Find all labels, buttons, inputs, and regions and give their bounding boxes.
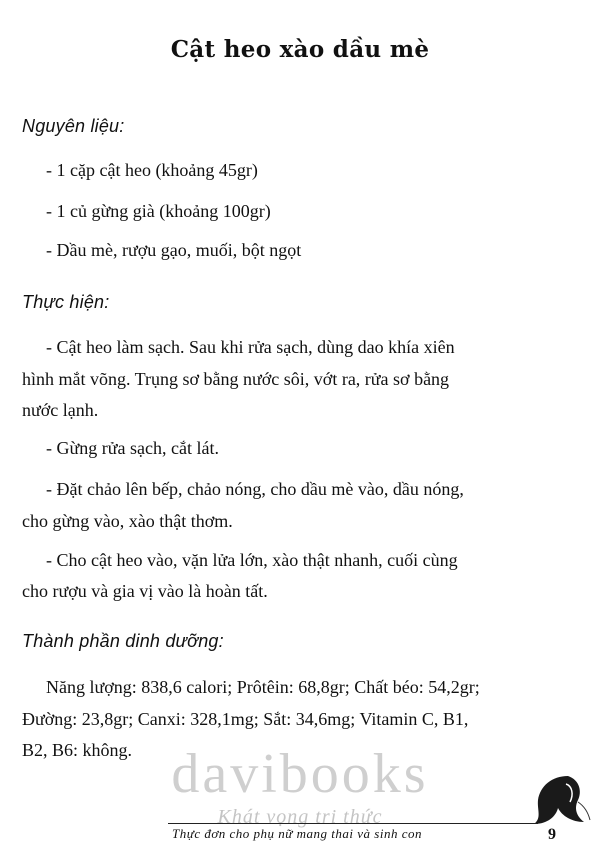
nutrition-heading: Thành phần dinh dưỡng: xyxy=(22,631,224,651)
method-line: cho gừng vào, xào thật thơm. xyxy=(22,511,233,531)
watermark-tagline: Khát vọng tri thức xyxy=(217,806,383,828)
method-line: hình mắt võng. Trụng sơ bằng nước sôi, vớt ra, rửa sơ bằng xyxy=(22,369,450,389)
method-line: - Cật heo làm sạch. Sau khi rửa sạch, dùng dao khía xiên xyxy=(46,337,455,357)
ingredients-heading: Nguyên liệu: xyxy=(22,116,125,136)
ingredient-item: - 1 củ gừng già (khoảng 100gr) xyxy=(46,201,271,221)
footer-book-title: Thực đơn cho phụ nữ mang thai và sinh con xyxy=(172,826,422,841)
method-line: cho rượu và gia vị vào là hoàn tất. xyxy=(22,581,268,601)
nutrition-line: Năng lượng: 838,6 calori; Prôtêin: 68,8gr; Chất béo: 54,2gr; xyxy=(46,677,480,697)
ingredient-item: - 1 cặp cật heo (khoảng 45gr) xyxy=(46,160,258,180)
method-heading: Thực hiện: xyxy=(22,292,110,312)
page-number: 9 xyxy=(548,826,556,843)
method-line: nước lạnh. xyxy=(22,400,99,420)
method-line: - Đặt chảo lên bếp, chảo nóng, cho dầu mè vào, dầu nóng, xyxy=(46,479,464,499)
woman-silhouette-icon xyxy=(528,772,594,828)
method-line: - Gừng rửa sạch, cắt lát. xyxy=(46,438,219,458)
footer-rule xyxy=(168,823,538,824)
page-title: Cật heo xào dầu mè xyxy=(170,36,430,63)
ingredient-item: - Dầu mè, rượu gạo, muối, bột ngọt xyxy=(46,240,302,260)
nutrition-line: Đường: 23,8gr; Canxi: 328,1mg; Sắt: 34,6mg; Vitamin C, B1, xyxy=(22,709,469,729)
watermark-logo: davibooks xyxy=(171,743,429,805)
nutrition-line: B2, B6: không. xyxy=(22,740,133,760)
method-line: - Cho cật heo vào, vặn lửa lớn, xào thật nhanh, cuối cùng xyxy=(46,550,458,570)
